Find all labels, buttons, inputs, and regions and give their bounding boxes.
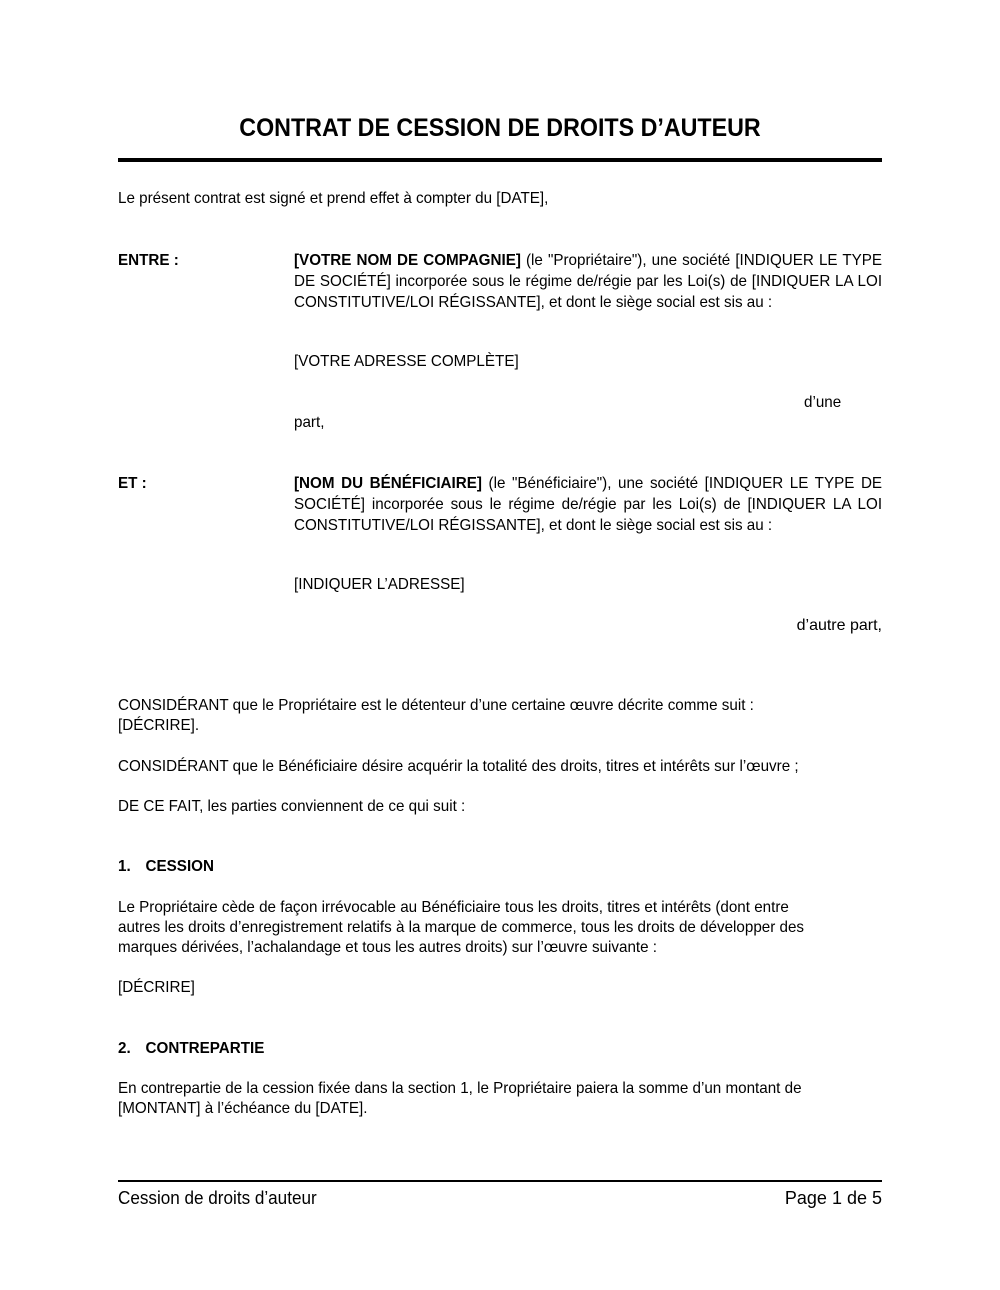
beneficiary-name: [NOM DU BÉNÉFICIAIRE] — [294, 475, 482, 492]
document-page — [118, 0, 882, 1290]
recital-2: CONSIDÉRANT que le Bénéficiaire désire acquérir la totalité des droits, titres et intérêts sur l’œuvre ; — [118, 758, 799, 775]
document-title: CONTRAT DE CESSION DE DROITS D’AUTEUR — [239, 114, 761, 142]
footer-page-number: Page 1 de 5 — [784, 1188, 882, 1208]
section-2-line-2: [MONTANT] à l’échéance du [DATE]. — [118, 1100, 368, 1117]
beneficiary-details: (le "Bénéficiaire"), une société [INDIQUER LE TYPE DE SOCIÉTÉ] incorporée sous le régime de/régie par les Loi(s) de [INDIQUER LA LOI CONSTITUTIVE/LOI RÉGISSANTE], et dont le siège social est sis au : — [294, 475, 883, 534]
section-title: CONTREPARTIE — [145, 1040, 265, 1057]
section-1-line-1: Le Propriétaire cède de façon irrévocable au Bénéficiaire tous les droits, titres et intérêts (dont entre — [118, 899, 789, 916]
section-2-line-1: En contrepartie de la cession fixée dans la section 1, le Propriétaire paiera la somme d’un montant de — [118, 1080, 802, 1097]
section-number: 2. — [118, 1040, 131, 1057]
section-number: 1. — [118, 858, 131, 875]
party-label-entre: ENTRE : — [118, 252, 179, 269]
section-heading-cession — [118, 856, 214, 877]
title-divider — [118, 158, 882, 162]
footer-document-name: Cession de droits d’auteur — [118, 1188, 317, 1208]
section-1-placeholder: [DÉCRIRE] — [118, 979, 195, 996]
owner-name: [VOTRE NOM DE COMPAGNIE] — [294, 252, 521, 269]
section-1-line-2: autres les droits d’enregistrement relatifs à la marque de commerce, tous les droits de développer des — [118, 919, 805, 936]
owner-address: [VOTRE ADRESSE COMPLÈTE] — [294, 353, 519, 370]
recital-1: CONSIDÉRANT que le Propriétaire est le détenteur d’une certaine œuvre décrite comme suit : — [118, 697, 754, 714]
owner-details: (le "Propriétaire"), une société [INDIQUER LE TYPE DE SOCIÉTÉ] incorporée sous le régime de/régie par les Loi(s) de [INDIQUER LA LOI CONSTITUTIVE/LOI RÉGISSANTE], et dont le siège social est sis au : — [294, 252, 883, 311]
party-beneficiary-description — [294, 473, 882, 536]
recital-1-placeholder: [DÉCRIRE]. — [118, 717, 200, 734]
recital-3: DE CE FAIT, les parties conviennent de ce qui suit : — [118, 798, 466, 815]
footer-divider — [118, 1180, 882, 1182]
party-label-et: ET : — [118, 475, 147, 492]
beneficiary-address: [INDIQUER L’ADRESSE] — [294, 576, 465, 593]
section-title: CESSION — [145, 858, 214, 875]
section-heading-contrepartie — [118, 1038, 264, 1059]
intro-paragraph: Le présent contrat est signé et prend effet à compter du [DATE], — [118, 190, 549, 207]
section-1-line-3: marques dérivées, l’achalandage et tous les autres droits) sur l’œuvre suivante : — [118, 939, 658, 956]
party-owner-description — [294, 250, 882, 313]
owner-closing-part2: part, — [294, 414, 325, 431]
beneficiary-closing: d’autre part, — [796, 617, 882, 634]
owner-closing-part1: d’une — [804, 394, 842, 411]
